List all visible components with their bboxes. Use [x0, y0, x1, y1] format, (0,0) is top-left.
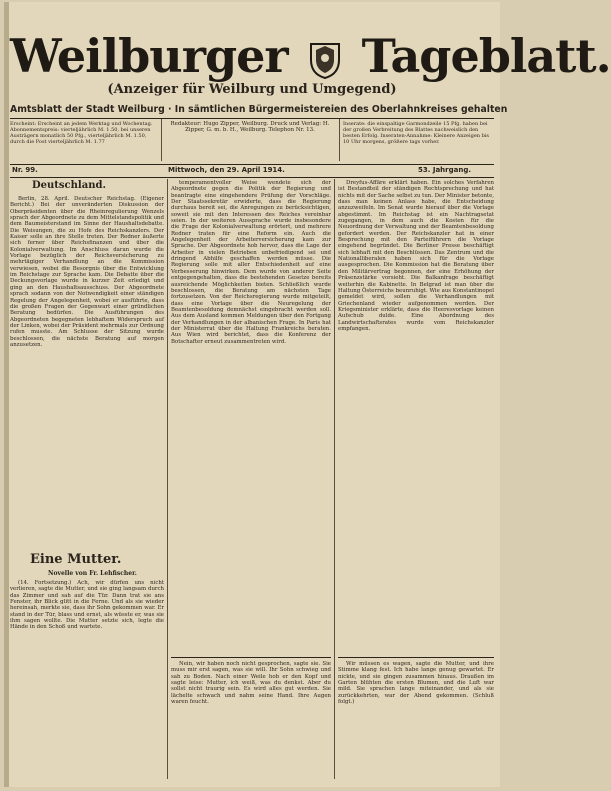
divider [171, 657, 331, 658]
story-mutter-part3 [338, 661, 494, 781]
dateline [10, 166, 494, 176]
story-text: Wir müssen es wagen, sagte die Mutter, und ihre Stimme klang fest. Ich habe lange genug gewartet. Er nickte, und sie gingen zusammen hinaus. Draußen im Garten blühten die ersten Blumen, und die Luft war mild. Sie sprachen lange miteinander, und als sie zurückkehrten, war der Abend gekommen. (Schluß folgt.) [338, 661, 494, 706]
divider [338, 657, 494, 658]
divider [339, 119, 340, 161]
story-mutter-part1 [10, 580, 164, 780]
masthead [10, 29, 611, 97]
newspaper-page [4, 2, 611, 787]
story-text: Nein, wir haben noch nicht gesprochen, sagte sie. Sie muss mir erst sagen, was sie will. Ihr Sohn schwieg und sah zu Boden. Nach einer Weile hob er den Kopf und sagte leise: Mutter, ich weiß, was du denkst. Aber du sollst nicht traurig sein. Es wird alles gut werden. Sie lächelte schwach und nahm seine Hand. Ihre Augen waren feucht. [171, 661, 331, 706]
section-heading-germany: Deutschland. [32, 180, 106, 191]
section-heading-mutter: Eine Mutter. [30, 552, 122, 567]
divider [10, 164, 494, 165]
info-advertising: Inserate: die einspaltige Garmondzeile 15 Pfg. haben bei der großen Verbreitung des Blattes nachweislich den besten Erfolg. Inseraten-Annahme: Kleinere Anzeigen bis 10 Uhr morgens, größere tags vorher. [343, 121, 489, 145]
issue-date: Mittwoch, den 29. April 1914. [168, 166, 285, 174]
newspaper-subtitle: (Anzeiger für Weilburg und Umgegend) [107, 82, 397, 97]
article-text: temperamentvoller Weise wendete sich der Abgeordnete gegen die Politik der Regierung und beantragte eine eingehendere Prüfung der Vorschläge. Der Staatssekretär erwiderte, dass die Regierung durchaus bereit sei, die Anregungen zu berücksichtigen, soweit sie mit den Interessen des Reiches vereinbar seien. In der weiteren Aussprache wurde insbesondere die Frage der Kolonialverwaltung erörtert, und mehrere Redner traten für eine Reform ein. Auch die Angelegenheit der Arbeiterversicherung kam zur Sprache. Der Abgeordnete hob hervor, dass die Lage der Arbeiter in vielen Betrieben unbefriedigend sei und dringend Abhilfe geschaffen werden müsse. Die Regierung solle mit aller Entschiedenheit auf eine Verbesserung hinwirken. Dem wurde von anderer Seite entgegengehalten, dass die bestehenden Gesetze bereits ausreichende Möglichkeiten bieten. Schließlich wurde beschlossen, die Beratung am nächsten Tage fortzusetzen. Von der Reichsregierung wurde mitgeteilt, dass eine Vorlage über die Neuregelung der Beamtenbesoldung demnächst eingebracht werden soll. Aus dem Ausland kommen Meldungen über den Fortgang der Verhandlungen in der albanischen Frage. In Paris hat der Ministerrat über die Haltung Frankreichs beraten. Aus Wien wird berichtet, dass die Konferenz der Botschafter erneut zusammentreten wird. [171, 180, 331, 345]
article-text: Berlin, 28. April. Deutscher Reichstag. (Eigener Bericht.) Bei der unveränderten Diskussion der Oberpräsidenten über die Rheinregulierung Wenzels sprach der Abgeordnete zu dem Mittelstandspolitik und dem Baumeisterstand im Sinne der Haushaltsdebatte. Die Weisungen, die zu Hofe des Reichskanzlers. Der Kaiser solle an ihre Stelle treten. Der Redner äußerte sich ferner über Reichsfinanzen und über die Kolonialverwaltung. Im Anschluss daran wurde die Vorlage bezüglich der Reichsversicherung zu mehrtägiger Verhandlung an die Kommission verwiesen, wobei die Besorgnis über die Entwicklung im Reichstage zur Sprache kam. Die Debatte über die Deckungsvorlage wurde in kurzer Zeit erledigt und ging an den Haushaltsausschuss. Der Abgeordnete sprach sodann von der Notwendigkeit einer ständigen Regelung der Angelegenheit, wobei er ausführte, dass die großen Fragen der Gegenwart einer gründlichen Beratung bedürfen. Die Ausführungen des Abgeordneten begegneten lebhaftem Widerspruch auf der Linken, wobei der Präsident mehrmals zur Ordnung rufen musste. Am Schlusse der Sitzung wurde beschlossen, die nächste Beratung auf morgen anzusetzen. [10, 196, 164, 348]
issue-volume: 53. Jahrgang. [418, 166, 471, 174]
divider [10, 177, 494, 178]
coat-of-arms-icon [307, 40, 343, 80]
article-foreign [338, 180, 494, 654]
article-politics [171, 180, 331, 654]
article-text: Dreyfus-Affäre erklärt haben. Ein solches Verfahren ist Bestandteil der ständigen Rechtsprechung und hat nichts mit der Sache selbst zu tun. Der Minister betonte, dass man keinen Anlass habe, die Entscheidung anzuzweifeln. Im Senat wurde hierauf über die Vorlage abgestimmt. Im Reichstag ist ein Nachtragsetat zugegangen, in dem auch die Kosten für die Neuordnung der Verwaltung und der Beamtenbesoldung gefordert werden. Der Reichskanzler hat in einer Besprechung mit den Parteiführern die Vorlage eingehend begründet. Die Berliner Presse beschäftigt sich lebhaft mit den Beschlüssen. Das Zentrum und die Nationalliberalen haben sich für die Vorlage ausgesprochen. Die Kommission hat die Beratung über den Militärvertrag begonnen, der eine Erhöhung der Präsenzstärke vorsieht. Die Balkanfrage beschäftigt weiterhin die Kabinette. In Belgrad ist man über die Haltung Österreichs beunruhigt. Wie aus Konstantinopel gemeldet wird, sollen die Verhandlungen mit Griechenland wieder aufgenommen werden. Der Kriegsminister erklärte, dass die Heeresvorlage keinen Aufschub dulde. Eine Abordnung des Landwirtschaftsrates wurde vom Reichskanzler empfangen. [338, 180, 494, 332]
column-rule [167, 179, 168, 779]
page-edge [4, 2, 9, 787]
tagline: Amtsblatt der Stadt Weilburg · In sämtlichen Bürgermeistereien des Oberlahnkreises gehalten [10, 104, 508, 115]
info-editor: Redakteur: Hugo Zipper, Weilburg. Druck und Verlag: H. Zipper, G. m. b. H., Weilburg. Telephon Nr. 13. [170, 121, 330, 133]
title-right: Tageblatt. [361, 29, 611, 83]
newspaper-title [10, 29, 611, 83]
story-text: (14. Fortsetzung.) Ach, wir dürfen uns nicht verlieren, sagte die Mutter, und sie ging langsam durch das Zimmer und sah auf die Tür. Dann trat sie ans Fenster, ihr Blick glitt in die Ferne. Und als sie wieder hereinsah, merkte sie, dass ihr Sohn gekommen war. Er stand in der Tür, blass und ernst, als wüsste er, was sie ihm sagen wollte. Die Mutter setzte sich, legte die Hände in den Schoß und wartete. [10, 580, 164, 631]
issue-number: Nr. 99. [12, 166, 38, 174]
info-subscription: Erscheint: Erscheint an jedem Werktag und Wochentag. Abonnementspreis: vierteljährlich M. 1.50, bei unseren Austrägern monatlich 50 Pfg., vierteljährlich M. 1.50, durch die Post vierteljährlich M. 1.77 [10, 121, 153, 145]
story-mutter-part2 [171, 661, 331, 781]
article-reichstag [10, 196, 164, 548]
divider [161, 119, 162, 161]
column-rule [334, 179, 335, 779]
story-byline: Novelle von Fr. Lehfischer. [48, 570, 137, 577]
info-bar [10, 119, 494, 163]
title-left: Weilburger [10, 29, 288, 83]
